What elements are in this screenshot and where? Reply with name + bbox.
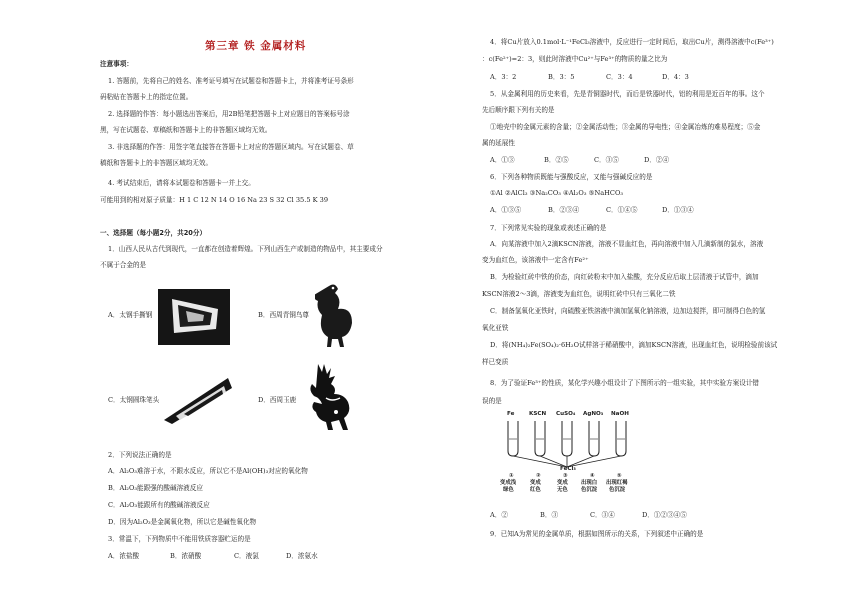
result-number: ② — [536, 473, 541, 479]
q5-stem: 属的延展性 — [482, 139, 515, 147]
q7-stem: 7．下列常见实验的现象或表述正确的是 — [490, 224, 607, 232]
result-label: 出现红褐 — [606, 480, 628, 486]
q3-stem: 3．常温下，下列物质中不能用铁质容器贮运的是 — [108, 535, 251, 543]
notice-line: 码粘贴在答题卡上的指定位置。 — [100, 93, 193, 101]
notice-line: 2. 选择题的作答：每小题选出答案后，用2B铅笔把答题卡上对应题目的答案标号涂 — [108, 110, 350, 118]
notice-heading: 注意事项： — [100, 60, 133, 68]
q4-option-a: A．3：2 — [490, 73, 517, 81]
result-label: 无色 — [557, 487, 568, 493]
q7-line: B．为检验红砖中铁的价态，向红砖粉末中加入盐酸，充分反应后取上层清液于试管中，滴加 — [490, 273, 759, 281]
q1-stem: 不属于合金的是 — [100, 261, 147, 269]
q3-option-a: A．浓盐酸 — [108, 552, 140, 560]
q7-line: 氧化亚铁 — [482, 324, 509, 332]
fecl3-label: FeCl₃ — [560, 466, 576, 472]
q5-option-c: C．③⑤ — [594, 156, 619, 164]
q4-option-c: C．3：4 — [606, 73, 633, 81]
q5-stem: ①地壳中的金属元素的含量；②金属活动性；③金属的导电性；④金属冶炼的难易程度；⑤金 — [490, 123, 761, 131]
q1-option-a: A．太钢手撕钢 — [108, 311, 153, 319]
q9-stem: 9．已知A为常见的金属单质，根据如图所示的关系，下列叙述中正确的是 — [490, 530, 704, 538]
result-label: 变成 — [530, 480, 541, 486]
q5-option-b: B．②⑤ — [544, 156, 569, 164]
q8-stem: 误的是 — [482, 397, 502, 405]
q2-option-d: D．因为Al₂O₃是金属氧化物，所以它是碱性氧化物 — [108, 518, 257, 526]
reagent-label: KSCN — [529, 411, 547, 417]
fecl3-experiment-diagram — [498, 411, 638, 497]
result-label: 出现白 — [581, 480, 598, 486]
result-label: 红色 — [530, 487, 541, 493]
reagent-label: AgNO₃ — [583, 411, 604, 417]
q7-line: 样已变质 — [482, 358, 509, 366]
result-number: ④ — [590, 473, 595, 479]
result-label: 变成浅 — [500, 480, 517, 486]
q7-line: 变为血红色，该溶液中一定含有Fe²⁺ — [482, 256, 589, 264]
q3-option-b: B．浓硝酸 — [170, 552, 202, 560]
q4-stem: ：c(Fe²⁺)=2：3，则此时溶液中Cu²⁺与Fe³⁺的物质的量之比为 — [482, 55, 668, 63]
q2-stem: 2．下列说法正确的是 — [108, 451, 172, 459]
result-label: 色沉淀 — [581, 487, 598, 493]
q5-option-a: A．①③ — [490, 156, 515, 164]
q2-option-c: C．Al₂O₃能跟所有的酸碱溶液反应 — [108, 501, 210, 509]
reagent-label: CuSO₄ — [556, 411, 576, 417]
result-number: ① — [509, 473, 514, 479]
atomic-mass-line: 可能用到的相对原子质量：H 1 C 12 N 14 O 16 Na 23 S 32 Cl 35.5 K 39 — [100, 196, 329, 204]
section-heading: 一、选择题（每小题2分，共20分） — [100, 229, 207, 237]
notice-line: 黑，写在试题卷、草稿纸和答题卡上的非答题区域均无效。 — [100, 126, 272, 134]
q4-option-b: B．3：5 — [548, 73, 575, 81]
q4-stem: 4．将Cu片放入0.1mol·L⁻¹FeCl₃溶液中，反应进行一定时间后，取出Cu片，测得溶液中c(Fe³⁺) — [490, 38, 774, 46]
result-label: 变成 — [557, 480, 568, 486]
q1-option-d: D．西周玉鹿 — [258, 396, 297, 404]
bronze-bird-zun-image — [315, 282, 355, 348]
q6-option-a: A．①③⑤ — [490, 206, 522, 214]
q1-option-c: C．太钢圆珠笔头 — [108, 396, 160, 404]
reagent-label: Fe — [507, 411, 515, 417]
result-number: ⑤ — [617, 473, 622, 479]
q1-option-b: B．西周青铜鸟尊 — [258, 311, 310, 319]
result-label: 绿色 — [503, 487, 514, 493]
q8-stem: 8．为了验证Fe³⁺的性质，某化学兴趣小组设计了下图所示的一组实验，其中实验方案设计错 — [490, 379, 759, 387]
q7-line: C．制备氢氧化亚铁时，向硫酸亚铁溶液中滴加氢氧化钠溶液，边加边搅拌，即可制得白色的氢 — [490, 307, 766, 315]
q2-option-a: A．Al₂O₃难溶于水，不跟水反应，所以它不是Al(OH)₃对应的氧化物 — [108, 467, 308, 475]
q6-items: ①Al ②AlCl₃ ③Na₂CO₃ ④Al₂O₃ ⑤NaHCO₃ — [490, 189, 624, 197]
q4-option-d: D．4：3 — [662, 73, 689, 81]
q7-line: A．向某溶液中加入2滴KSCN溶液，溶液不显血红色，再向溶液中加入几滴新制的氯水，溶液 — [490, 240, 764, 248]
q5-stem: 先后顺序跟下列有关的是 — [482, 106, 555, 114]
q7-line: D．将(NH₄)₂Fe(SO₄)₂·6H₂O试样溶于稀硝酸中，滴加KSCN溶液，出现血红色，说明检验前该试 — [490, 341, 778, 349]
q1-stem: 1．山西人民从古代到现代，一直都在创造着辉煌。下列山西生产或制造的物品中，其主要成分 — [108, 245, 383, 253]
q5-option-d: D．②④ — [644, 156, 670, 164]
notice-line: 稿纸和答题卡上的非答题区域均无效。 — [100, 159, 213, 167]
notice-line: 1. 答题前，先将自己的姓名、准考证号填写在试题卷和答题卡上，并将准考证号条形 — [108, 77, 354, 85]
q3-option-d: D．浓氨水 — [286, 552, 318, 560]
q3-option-c: C．液氯 — [234, 552, 259, 560]
q6-option-d: D．①③④ — [662, 206, 694, 214]
q2-option-b: B．Al₂O₃能跟强的酸碱溶液反应 — [108, 484, 203, 492]
jade-deer-image — [308, 362, 354, 438]
q6-stem: 6．下列各种物质既能与强酸反应，又能与强碱反应的是 — [490, 173, 653, 181]
notice-line: 4. 考试结束后，请将本试题卷和答题卡一并上交。 — [108, 179, 255, 187]
q8-option-d: D．①②③④⑤ — [642, 511, 687, 519]
q6-option-c: C．①④⑤ — [606, 206, 638, 214]
page-title: 第三章 铁 金属材料 — [205, 40, 307, 52]
result-label: 色沉淀 — [609, 487, 626, 493]
result-number: ③ — [563, 473, 568, 479]
q7-line: KSCN溶液2～3滴，溶液变为血红色，说明红砖中只有三氧化二铁 — [482, 290, 676, 298]
notice-line: 3. 非选择题的作答：用签字笔直接答在答题卡上对应的答题区域内。写在试题卷、草 — [108, 143, 354, 151]
q8-option-a: A．② — [490, 511, 508, 519]
pen-tip-image — [162, 376, 234, 424]
reagent-label: NaOH — [611, 411, 629, 417]
q5-stem: 5．从金属利用的历史来看，先是青铜器时代，而后是铁器时代，铝的利用是近百年的事。这个 — [490, 90, 765, 98]
steel-foil-image — [158, 289, 230, 345]
q8-option-b: B．③ — [540, 511, 559, 519]
q6-option-b: B．②③④ — [548, 206, 580, 214]
q8-option-c: C．③④ — [590, 511, 615, 519]
